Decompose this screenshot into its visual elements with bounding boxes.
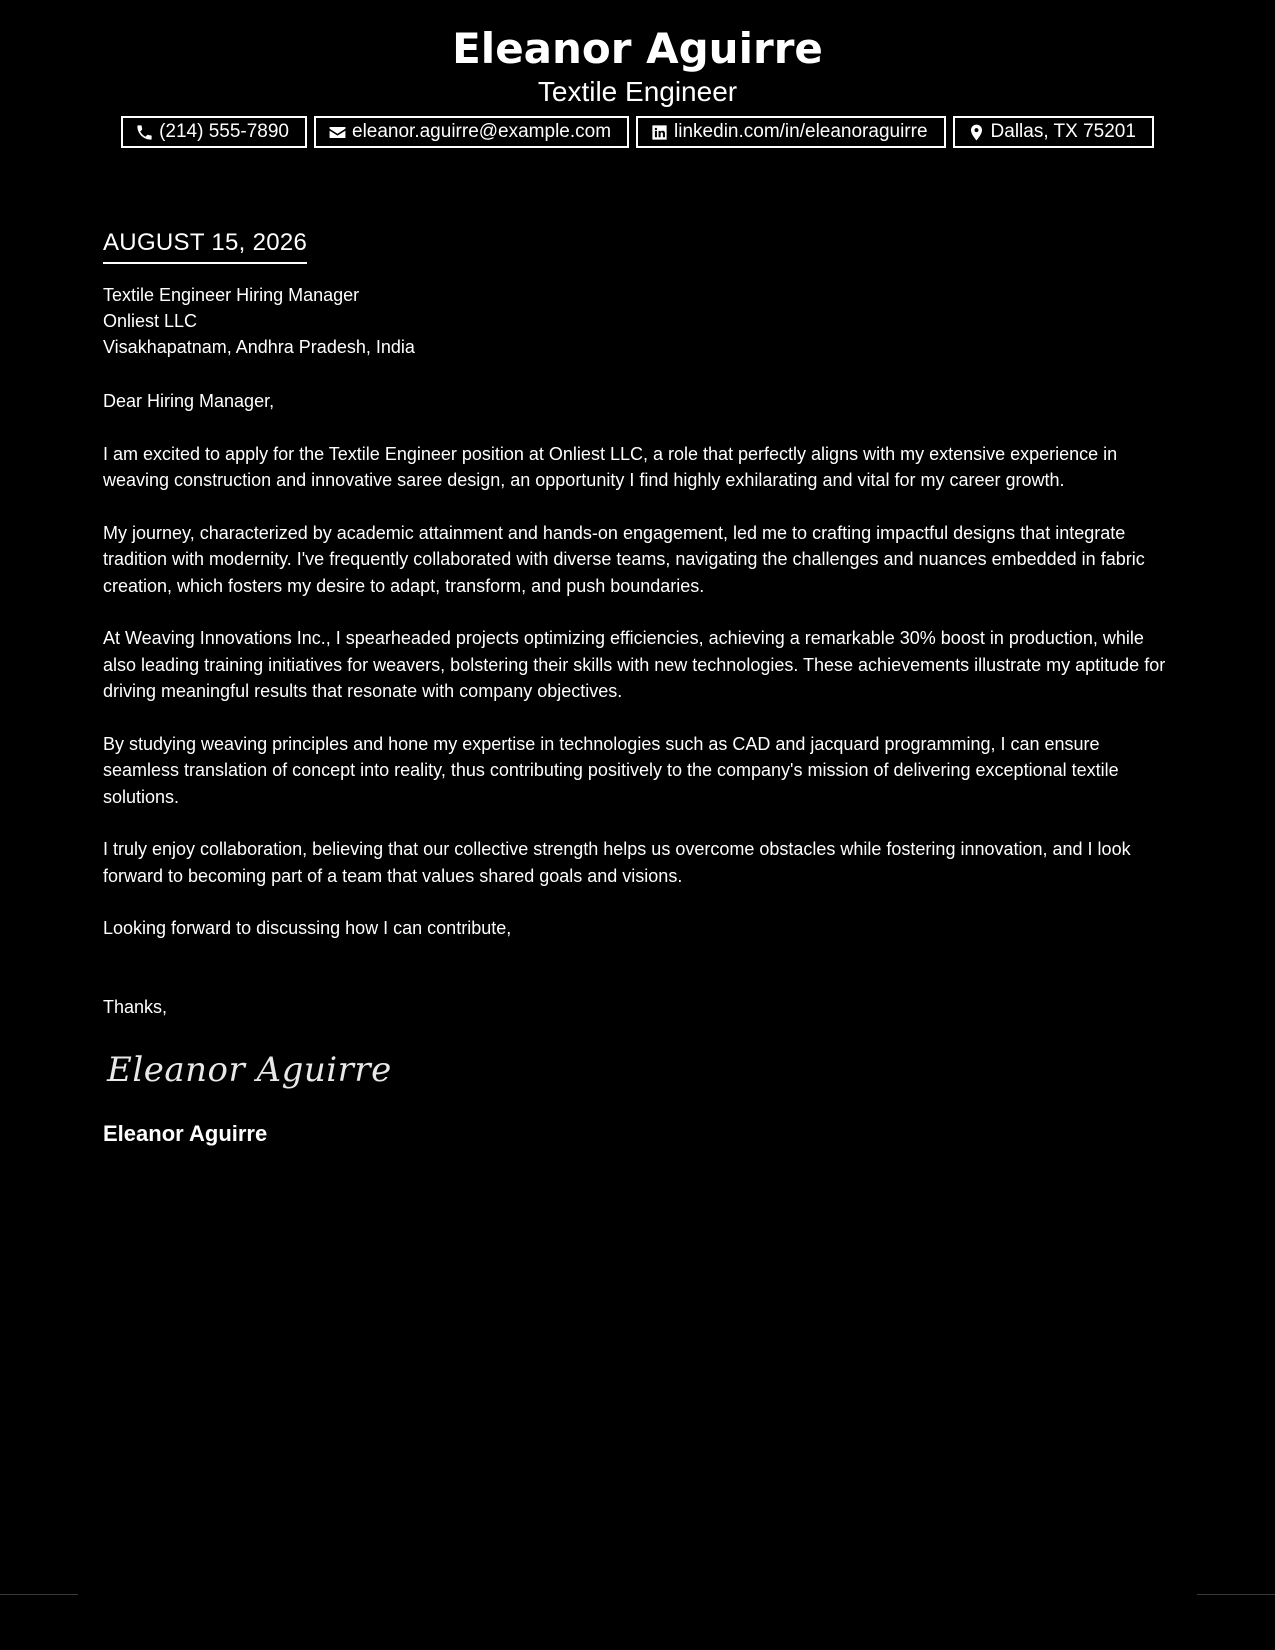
paragraph: I am excited to apply for the Textile Engineer position at Onliest LLC, a role that perfectly aligns with my extensive experience in weaving construction and innovative saree design, an opportunity I find highly exhilarating and vital for my career growth.	[103, 443, 1118, 490]
letter-date: AUGUST 15, 2026	[103, 228, 307, 264]
handwritten-signature: Eleanor Aguirre	[107, 1050, 392, 1090]
contact-linkedin[interactable]	[636, 116, 945, 148]
contact-location[interactable]	[953, 116, 1154, 148]
recipient-block	[103, 282, 1173, 360]
paragraph: At Weaving Innovations Inc., I spearheaded projects optimizing efficiencies, achieving a remarkable 30% boost in production, while also leading training initiatives for weavers, bolstering their skills with new technologies. These achievements illustrate my aptitude for driving meaningful results that resonate with company objectives.	[103, 628, 1166, 701]
contact-phone[interactable]	[121, 116, 307, 148]
greeting: Dear Hiring Manager,	[103, 391, 275, 411]
closing-line: Looking forward to discussing how I can contribute,	[103, 918, 512, 938]
contact-email[interactable]	[314, 116, 629, 148]
signoff: Thanks,	[103, 996, 168, 1017]
recipient-company: Onliest LLC	[103, 311, 198, 331]
phone-icon	[135, 123, 154, 142]
letter-body	[103, 228, 1173, 1148]
envelope-icon	[328, 123, 347, 142]
footer-divider-left	[0, 1594, 78, 1595]
contact-linkedin-text: linkedin.com/in/eleanoraguirre	[674, 121, 928, 142]
linkedin-icon	[650, 123, 669, 142]
paragraph: By studying weaving principles and hone my expertise in technologies such as CAD and jacquard programming, I can ensure seamless translation of concept into reality, thus contributing positively to the company's mission of delivering exceptional textile solutions.	[103, 733, 1119, 807]
paragraph: My journey, characterized by academic attainment and hands-on engagement, led me to crafting impactful designs that integrate tradition with modernity. I've frequently collaborated with diverse teams, navigating the challenges and nuances embedded in fabric creation, which fosters my desire to adapt, transform, and push boundaries.	[103, 522, 1145, 596]
applicant-title: Textile Engineer	[537, 76, 738, 107]
signer-name: Eleanor Aguirre	[103, 1121, 268, 1146]
recipient-location: Visakhapatnam, Andhra Pradesh, India	[103, 337, 415, 357]
contact-bar	[0, 116, 1275, 148]
contact-location-text: Dallas, TX 75201	[990, 121, 1136, 142]
paragraph: I truly enjoy collaboration, believing that our collective strength helps us overcome obstacles while fostering innovation, and I look forward to becoming part of a team that values shared goals and visions.	[103, 839, 1131, 886]
contact-phone-text: (214) 555-7890	[159, 121, 289, 142]
applicant-name: Eleanor Aguirre	[452, 24, 823, 73]
map-marker-icon	[967, 123, 986, 142]
contact-email-text: eleanor.aguirre@example.com	[352, 121, 612, 142]
footer-divider-right	[1197, 1594, 1275, 1595]
recipient-title: Textile Engineer Hiring Manager	[103, 285, 360, 305]
letter-header	[0, 24, 1275, 148]
